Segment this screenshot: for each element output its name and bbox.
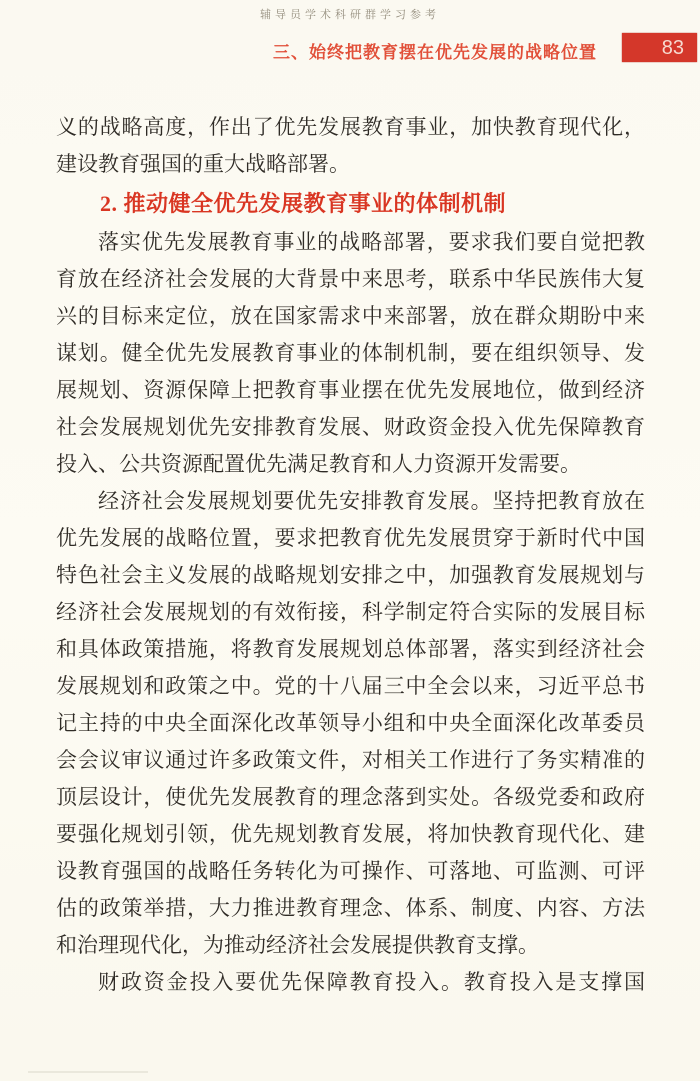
text-line: 义的战略高度，作出了优先发展教育事业，加快教育现代化， (56, 115, 645, 139)
section-heading: 2. 推动健全优先发展教育事业的体制机制 (100, 191, 507, 216)
text-line: 和治理现代化，为推动经济社会发展提供教育支撑。 (56, 933, 539, 957)
text-line: 财政资金投入要优先保障教育投入。教育投入是支撑国 (98, 970, 645, 994)
text-line: 设教育强国的战略任务转化为可操作、可落地、可监测、可评 (56, 859, 645, 883)
running-header: 辅导员学术科研群学习参考 (260, 9, 440, 21)
text-line: 经济社会发展规划的有效衔接，科学制定符合实际的发展目标 (56, 600, 645, 624)
body-text (56, 109, 645, 1001)
text-line: 投入、公共资源配置优先满足教育和人力资源开发需要。 (56, 452, 581, 476)
chapter-header-row (0, 0, 700, 70)
text-line: 估的政策举措，大力推进教育理念、体系、制度、内容、方法 (56, 896, 645, 920)
text-line: 发展规划和政策之中。党的十八届三中全会以来，习近平总书 (56, 674, 645, 698)
paragraph (56, 483, 645, 964)
text-line: 特色社会主义发展的战略规划安排之中，加强教育发展规划与 (56, 563, 645, 587)
text-line: 兴的目标来定位，放在国家需求中来部署，放在群众期盼中来 (56, 304, 645, 328)
text-line: 谋划。健全优先发展教育事业的体制机制，要在组织领导、发 (56, 341, 645, 365)
paragraph (56, 224, 645, 483)
page-number: 83 (661, 36, 684, 59)
text-line: 展规划、资源保障上把教育事业摆在优先发展地位，做到经济 (56, 378, 645, 402)
text-line: 社会发展规划优先安排教育发展、财政资金投入优先保障教育 (56, 415, 645, 439)
paragraph (56, 964, 645, 1001)
text-line: 优先发展的战略位置，要求把教育优先发展贯穿于新时代中国 (56, 526, 645, 550)
paragraph (56, 109, 645, 183)
text-line: 记主持的中央全面深化改革领导小组和中央全面深化改革委员 (56, 711, 645, 735)
page-number-badge (622, 33, 697, 62)
text-line: 经济社会发展规划要优先安排教育发展。坚持把教育放在 (98, 489, 645, 513)
text-line: 顶层设计，使优先发展教育的理念落到实处。各级党委和政府 (56, 785, 645, 809)
text-line: 会会议审议通过许多政策文件，对相关工作进行了务实精准的 (56, 748, 645, 772)
chapter-title: 三、始终把教育摆在优先发展的战略位置 (273, 43, 597, 62)
text-line: 落实优先发展教育事业的战略部署，要求我们要自觉把教 (98, 230, 645, 254)
text-line: 育放在经济社会发展的大背景中来思考，联系中华民族伟大复 (56, 267, 645, 291)
text-line: 和具体政策措施，将教育发展规划总体部署，落实到经济社会 (56, 637, 645, 661)
text-line: 建设教育强国的重大战略部署。 (56, 152, 350, 176)
text-line: 要强化规划引领，优先规划教育发展，将加快教育现代化、建 (56, 822, 645, 846)
